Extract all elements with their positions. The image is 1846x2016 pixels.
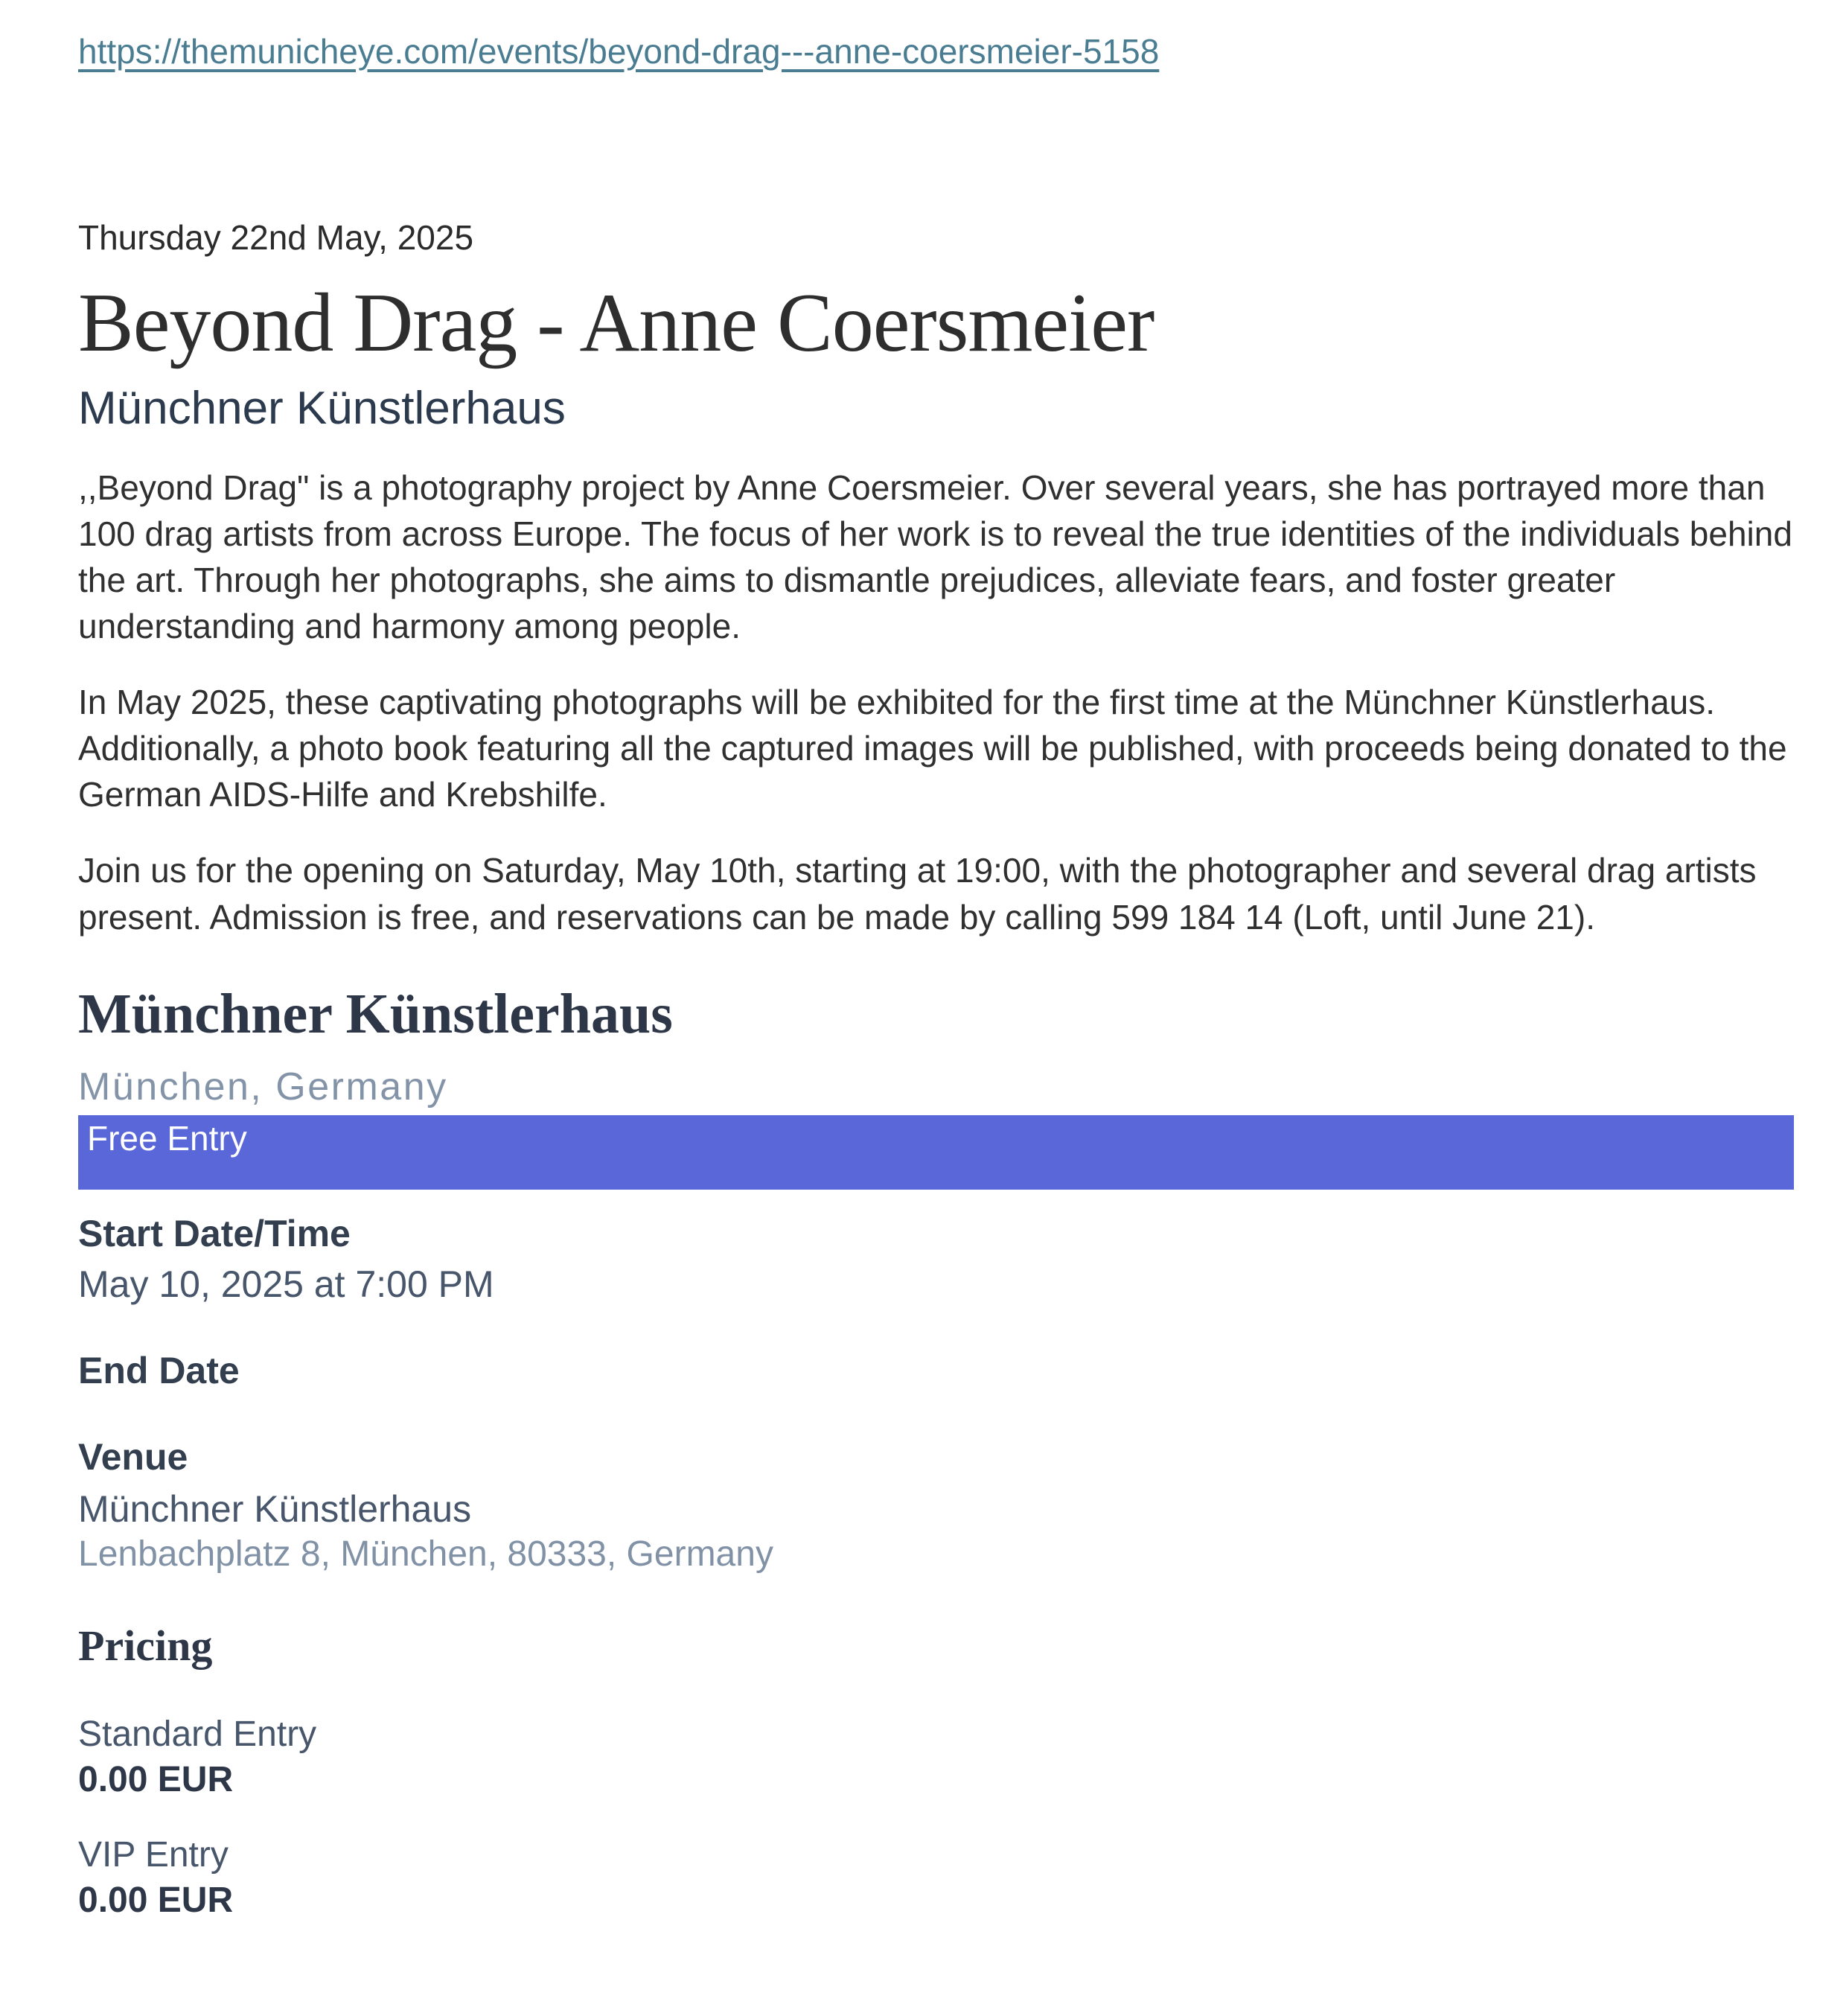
pricing-section-heading: Pricing	[78, 1621, 213, 1670]
venue-section-heading: Münchner Künstlerhaus	[78, 982, 673, 1045]
free-entry-banner	[78, 1115, 1794, 1190]
free-entry-badge-label: Free Entry	[87, 1118, 247, 1158]
event-description-paragraph-1: ,,Beyond Drag" is a photography project by Anne Coersmeier. Over several years, she has portrayed more than 100 drag artists from across Europe. The focus of her work is to reveal the true identities of the individuals behind the art. Through her photographs, she aims to dismantle prejudices, alleviate fears, and foster greater understanding and harmony among people.	[78, 468, 1792, 646]
price-tier-amount: 0.00 EUR	[78, 1759, 234, 1799]
page-title: Beyond Drag - Anne Coersmeier	[78, 277, 1154, 369]
price-tier-label: VIP Entry	[78, 1834, 229, 1875]
date-line: Thursday 22nd May, 2025	[78, 218, 474, 257]
price-tier-label: Standard Entry	[78, 1714, 317, 1754]
venue-name: Münchner Künstlerhaus	[78, 1487, 472, 1530]
price-tier-standard	[78, 1714, 1794, 1800]
event-description-paragraph-3: Join us for the opening on Saturday, May 10th, starting at 19:00, with the photographer and several drag artists present. Admission is free, and reservations can be made by calling 599 184 14 (Loft, until June 21).	[78, 851, 1757, 937]
venue-location: München, Germany	[78, 1065, 448, 1109]
start-date-label: Start Date/Time	[78, 1212, 351, 1254]
event-venue-subtitle: Münchner Künstlerhaus	[78, 382, 566, 434]
start-date-value: May 10, 2025 at 7:00 PM	[78, 1263, 494, 1305]
end-date-label: End Date	[78, 1349, 240, 1391]
event-description-paragraph-2: In May 2025, these captivating photographs will be exhibited for the first time at the Münchner Künstlerhaus. Additionally, a photo book featuring all the captured images will be published, with proceeds being donated to the German AIDS-Hilfe and Krebshilfe.	[78, 683, 1787, 814]
venue-label: Venue	[78, 1435, 188, 1478]
venue-address: Lenbachplatz 8, München, 80333, Germany	[78, 1534, 773, 1574]
price-tier-amount: 0.00 EUR	[78, 1880, 234, 1920]
source-url-link[interactable]: https://themunicheye.com/events/beyond-drag---anne-coersmeier-5158	[78, 32, 1160, 71]
price-tier-vip	[78, 1834, 1794, 1921]
